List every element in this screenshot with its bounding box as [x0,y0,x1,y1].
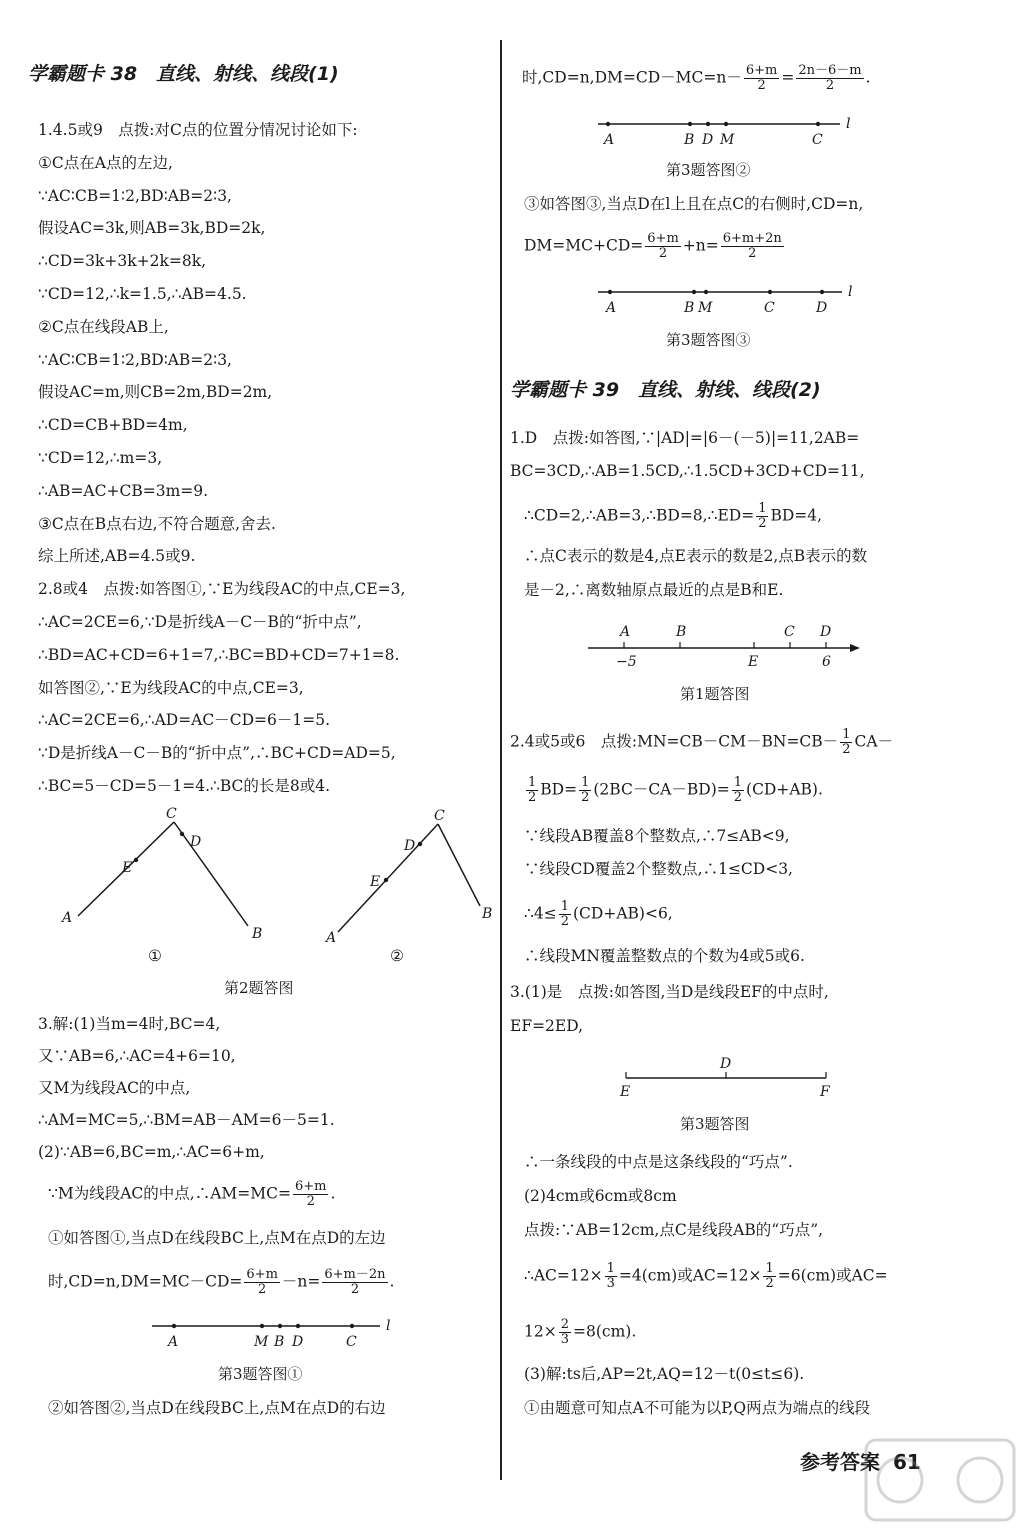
text-line: ∴CD=CB+BD=4m, [38,416,188,435]
denominator: 2 [748,246,757,261]
page-number: 61 [892,1450,921,1474]
text-line: ∴AB=AC+CB=3m=9. [38,481,209,500]
denominator: 2 [765,1276,774,1291]
r-top-line: 时,CD=n,DM=CD－MC=n－ $\frac{6+m}{2}$ = $\frac{2n-6-m}{2}$ . [522,63,871,93]
numerator: 6+m [246,1267,278,1282]
fig2a-label: B [252,926,263,942]
fraction [763,1262,775,1291]
r-top-prefix: 时,CD=n,DM=CD－MC=n－ [522,68,742,87]
denominator: 2 [733,790,743,805]
fig3c-caption: 第3题答图③ [666,331,751,349]
r-q2-ineq-prefix: ∴4≤ [524,904,557,923]
column-divider [500,40,502,1480]
fig1-numberline [584,622,874,670]
fig1-label: C [784,624,795,640]
numerator: 1 [758,501,767,516]
fraction [605,1262,617,1291]
fig3a-numberline [148,1314,428,1354]
fig2a [60,806,262,942]
r-q2-more-line: ∵线段CD覆盖2个整数点,∴1≤CD<3, [524,860,793,878]
fig3c-label: C [764,300,775,316]
q3-case2-line: ②如答图②,当点D在线段BC上,点M在点D的右边 [48,1399,386,1417]
footer-label: 参考答案 [800,1450,880,1474]
fraction [840,728,852,757]
fig2b-number: ② [390,947,404,965]
fig3b-label: M [720,132,735,148]
r-dm-line [524,232,786,261]
fig3b-label: l [846,116,851,132]
denominator: 2 [306,1194,315,1209]
r-q2-ineq-suffix: (CD+AB)<6, [573,904,673,923]
r-q2-mid: BD= [540,780,578,799]
r-q1-line: BC=3CD,∴AB=1.5CD,∴1.5CD+3CD+CD=11, [510,462,865,480]
fig1-label: A [620,624,631,640]
denominator: 2 [560,914,569,929]
fraction [721,232,784,261]
fig1-label: −5 [616,654,637,670]
fig3-caption: 第3题答图 [680,1115,750,1133]
fig3b-caption: 第3题答图② [666,161,751,179]
text-line: 假设AC=m,则CB=2m,BD=2m, [38,383,273,402]
fraction [244,1268,280,1297]
numerator: 2n－6－m [798,63,862,78]
fig3a-label: B [274,1334,285,1350]
fig1-label: D [820,624,832,640]
fig2b-label: C [434,808,445,824]
r-q2-mid2: (2BC－CA－BD)= [593,780,730,799]
fraction [559,1318,571,1347]
r-dm-mid: +n= [682,236,719,255]
numerator: 6+m [647,231,679,246]
fig3c-label: M [698,300,713,316]
r-q2-conclusion: ∴线段MN覆盖整数点的个数为4或5或6. [524,947,805,965]
r-q2-ineq [524,900,673,929]
r-q2-end: (CD+AB). [746,780,823,799]
fig3-segment [610,1052,850,1100]
numerator: 1 [765,1261,774,1276]
r-case3-line: ③如答图③,当点D在l上且在点C的右侧时,CD=n, [524,195,864,213]
r-top-mid: = [781,68,795,87]
q3-line: (2)∵AB=6,BC=m,∴AC=6+m, [38,1143,265,1161]
text-line: ∴AC=2CE=6,∴AD=AC－CD=6－1=5. [38,711,331,730]
fraction [579,776,591,805]
text-line: ∴AC=2CE=6,∵D是折线A－C－B的“折中点”, [38,613,362,631]
r-q3-ac2-line [524,1318,636,1347]
r-q3-line: EF=2ED, [510,1017,584,1035]
q3-cd-prefix: 时,CD=n,DM=MC－CD= [48,1272,243,1291]
denominator: 3 [606,1276,615,1291]
r-q1-more-line: 是－2,∴离数轴原点最近的点是B和E. [524,581,784,599]
fig3b-label: D [702,132,714,148]
fig3b-label: C [812,132,823,148]
denominator: 2 [758,516,767,531]
fraction [645,232,681,261]
r-q3-ac-mid2: =6(cm)或AC= [777,1266,888,1285]
numerator: 6+m－2n [324,1267,386,1282]
text-line: ∵AC∶CB=1∶2,BD∶AB=2∶3, [38,350,232,369]
fig3a-label: A [168,1334,179,1350]
fig2b [324,808,492,946]
r-q3-line: 3.(1)是 点拨:如答图,当D是线段EF的中点时, [510,983,829,1001]
numerator: 1 [581,775,590,790]
q3-line: 3.解:(1)当m=4时,BC=4, [38,1015,221,1033]
r-q1-cd-line [524,502,822,531]
denominator: 2 [658,246,668,261]
r-q1-more-line: ∴点C表示的数是4,点E表示的数是2,点B表示的数 [524,547,868,565]
text-line: ∴CD=3k+3k+2k=8k, [38,252,207,271]
fig3-label: F [820,1084,830,1100]
fig3-label: E [620,1084,631,1100]
section-heading-38: 学霸题卡 38 直线、射线、线段(1) [28,63,339,85]
text-line: ∵CD=12,∴k=1.5,∴AB=4.5. [38,285,247,303]
fraction [322,1268,387,1297]
fig2b-label: E [370,874,381,890]
numerator: 1 [842,727,851,742]
q3-am-prefix: ∵M为线段AC的中点,∴AM=MC= [48,1184,291,1203]
fig1-caption: 第1题答图 [680,685,750,703]
denominator: 2 [757,78,766,93]
denominator: 2 [258,1282,267,1297]
denominator: 2 [842,742,851,757]
numerator: 6+m+2n [722,231,782,246]
fig2b-label: D [404,838,416,854]
fig2a-label: D [190,834,202,850]
r-q3-more-line: (2)4cm或6cm或8cm [524,1187,677,1205]
fig3b-label: A [604,132,615,148]
fraction [796,64,863,93]
fraction [732,776,744,805]
numerator: 1 [560,899,569,914]
q3-line: 又∵AB=6,∴AC=4+6=10, [38,1047,236,1065]
fig1-label: E [748,654,759,670]
text-line: 综上所述,AB=4.5或9. [38,547,196,566]
q3-case1-line: ①如答图①,当点D在线段BC上,点M在点D的左边 [48,1229,386,1247]
q3-cd-mid: －n= [281,1272,321,1291]
r-q3-more-line: ∴一条线段的中点是这条线段的“巧点”. [524,1153,793,1171]
text-line: ∵D是折线A－C－B的“折中点”,∴BC+CD=AD=5, [38,744,396,763]
numerator: 1 [606,1261,615,1276]
numerator: 1 [528,775,537,790]
denominator: 2 [825,78,835,93]
fraction [756,502,768,531]
numerator: 6+m [294,1179,327,1194]
r-q3-ac2-suffix: =8(cm). [573,1322,637,1341]
fig3-label: D [720,1056,732,1072]
r-q3-ac-line [524,1262,888,1291]
r-q3-tail-line: ①由题意可知点A不可能为以P,Q两点为端点的线段 [524,1399,871,1417]
r-q2-line2 [524,776,823,805]
text-line: 如答图②,∵E为线段AC的中点,CE=3, [38,678,304,697]
denominator: 3 [560,1332,569,1347]
fig2a-label: C [166,806,177,822]
text-line: 假设AC=3k,则AB=3k,BD=2k, [38,219,266,238]
fig3c-label: D [816,300,828,316]
text-line: 1.4.5或9 点拨:对C点的位置分情况讨论如下: [38,121,358,139]
r-q3-tail-line: (3)解:ts后,AP=2t,AQ=12－t(0≤t≤6). [524,1365,805,1383]
fig2b-label: A [326,930,337,946]
q3-line: 又M为线段AC的中点, [38,1079,191,1097]
fig2-caption: 第2题答图 [224,979,294,997]
r-q2-prefix: 2.4或5或6 点拨:MN=CB－CM－BN=CB－ [510,732,839,751]
fig1-label: 6 [822,654,831,670]
text-line: ③C点在B点右边,不符合题意,舍去. [38,514,276,533]
denominator: 2 [528,790,537,805]
text-line: ①C点在A点的左边, [38,153,173,172]
watermark-logo [860,1430,1020,1530]
fig2b-label: B [482,906,493,922]
fig2a-label: E [122,860,133,876]
fraction [293,1180,329,1209]
q3-line: ∴AM=MC=5,∴BM=AB－AM=6－5=1. [38,1111,335,1129]
fig2a-label: A [62,910,73,926]
fig3a-label: l [386,1318,391,1334]
r-q3-more-line: 点拨:∵AB=12cm,点C是线段AB的“巧点”, [524,1221,824,1239]
fig2a-number: ① [148,947,162,965]
fig3b-numberline [594,114,874,154]
fig3c-numberline [594,282,874,322]
fraction [526,776,538,805]
text-line: ∵AC∶CB=1∶2,BD∶AB=2∶3, [38,186,232,205]
numerator: 2 [560,1317,569,1332]
fig3a-label: D [292,1334,304,1350]
denominator: 2 [581,790,590,805]
r-q2-line1 [510,728,893,757]
fig3a-label: C [346,1334,357,1350]
r-dm-prefix: DM=MC+CD= [524,236,644,255]
r-q2-more-line: ∵线段AB覆盖8个整数点,∴7≤AB<9, [524,827,790,845]
text-line: ∴BD=AC+CD=6+1=7,∴BC=BD+CD=7+1=8. [38,645,400,664]
fraction [559,900,571,929]
r-q1-cd-prefix: ∴CD=2,∴AB=3,∴BD=8,∴ED= [524,506,755,525]
fig3c-label: A [606,300,617,316]
text-line: ∵CD=12,∴m=3, [38,449,163,467]
fig3c-label: l [848,284,853,300]
text-line: 2.8或4 点拨:如答图①,∵E为线段AC的中点,CE=3, [38,580,406,599]
fig1-label: B [676,624,687,640]
fig2-diagrams [48,806,493,973]
q3-cd-line: 时,CD=n,DM=MC－CD= $\frac{6+m}{2}$ －n= $\frac{6+m-2n}{2}$ . [48,1267,395,1297]
r-q3-ac-prefix: ∴AC=12× [524,1266,603,1285]
denominator: 2 [350,1282,360,1297]
fig3b-label: B [684,132,695,148]
r-q1-cd-suffix: BD=4, [770,506,823,525]
numerator: 1 [733,775,743,790]
fraction [744,64,780,93]
text-line: ②C点在线段AB上, [38,317,169,336]
q3-am-line: ∵M为线段AC的中点,∴AM=MC= $\frac{6+m}{2}$ . [48,1179,336,1209]
r-q2-suffix: CA－ [854,732,894,751]
fig3a-label: M [254,1334,269,1350]
numerator: 6+m [745,63,778,78]
r-q3-ac-mid: =4(cm)或AC=12× [618,1266,762,1285]
fig3c-label: B [684,300,695,316]
text-line: ∴BC=5－CD=5－1=4.∴BC的长是8或4. [38,777,331,795]
fig3a-caption: 第3题答图① [218,1365,303,1383]
section-heading-39: 学霸题卡 39 直线、射线、线段(2) [510,379,821,401]
r-q3-ac2-prefix: 12× [524,1322,557,1341]
r-q1-line: 1.D 点拨:如答图,∵|AD|=|6－(－5)|=11,2AB= [510,429,860,447]
